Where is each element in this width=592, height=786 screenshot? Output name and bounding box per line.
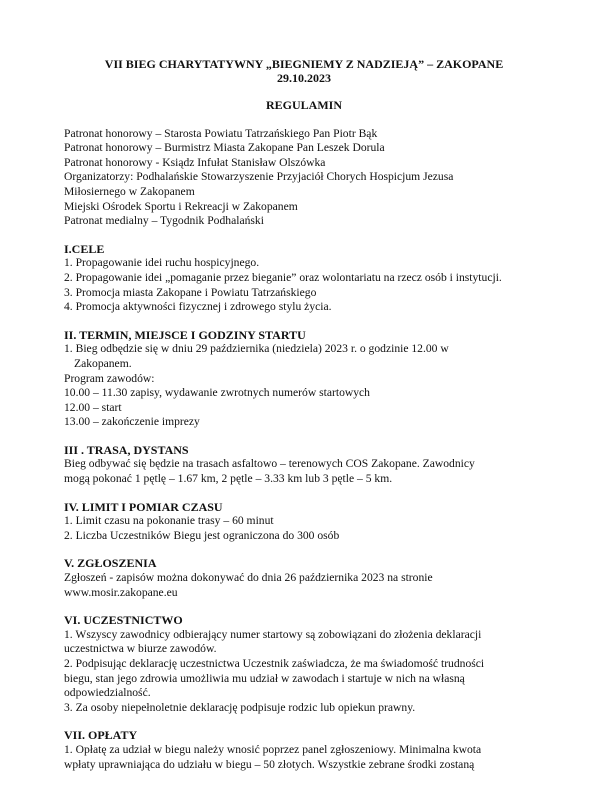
section-line: wpłaty uprawniająca do udziału w biegu – 50 złotych. Wszystkie zebrane środki zostaną xyxy=(64,757,475,771)
patron-line: Patronat honorowy – Burmistrz Miasta Zakopane Pan Leszek Dorula xyxy=(64,141,385,155)
section-line: 1. Limit czasu na pokonanie trasy – 60 minut xyxy=(64,514,274,528)
section-line: 1. Bieg odbędzie się w dniu 29 października (niedziela) 2023 r. o godzinie 12.00 w xyxy=(64,342,449,356)
section-title: I.CELE xyxy=(64,241,105,256)
section-line: Zakopanem. xyxy=(74,356,132,370)
section-line: biegu, stan jego zdrowia umożliwia mu udział w zawodach i startuje w nich na własną xyxy=(64,671,465,685)
regulamin-heading: REGULAMIN xyxy=(265,98,342,112)
section-title: IV. LIMIT I POMIAR CZASU xyxy=(64,499,223,514)
media-patron-line: Patronat medialny – Tygodnik Podhalański xyxy=(64,214,264,228)
section-line: 2. Liczba Uczestników Biegu jest ograniczona do 300 osób xyxy=(64,528,340,542)
section-trasa xyxy=(64,443,544,487)
schedule-line: 10.00 – 11.30 zapisy, wydawanie zwrotnych numerów startowych xyxy=(64,386,370,400)
section-title: III . TRASA, DYSTANS xyxy=(64,442,189,457)
section-line: 2. Propagowanie idei „pomaganie przez bieganie” oraz wolontariatu na rzecz osób i instytucji. xyxy=(64,270,502,284)
organizers-line: Miłosiernego w Zakopanem xyxy=(64,184,195,198)
section-termin xyxy=(64,328,544,430)
schedule-line: 12.00 – start xyxy=(64,400,122,414)
organizers-line: Organizatorzy: Podhalańskie Stowarzyszenie Przyjaciół Chorych Hospicjum Jezusa xyxy=(64,170,454,184)
section-line: 3. Za osoby niepełnoletnie deklarację podpisuje rodzic lub opiekun prawny. xyxy=(64,700,416,714)
section-line: 1. Wszyscy zawodnicy odbierający numer startowy są zobowiązani do złożenia deklaracji xyxy=(64,627,482,641)
section-line: 4. Promocja aktywności fizycznej i zdrowego stylu życia. xyxy=(64,300,332,314)
section-line: Bieg odbywać się będzie na trasach asfaltowo – terenowych COS Zakopane. Zawodnicy xyxy=(64,457,475,471)
section-line: 3. Promocja miasta Zakopane i Powiatu Tatrzańskiego xyxy=(64,285,317,299)
section-cele xyxy=(64,242,544,315)
section-title: VII. OPŁATY xyxy=(64,728,138,743)
section-line: uczestnictwa w biurze zawodów. xyxy=(64,642,217,656)
section-line: Zgłoszeń - zapisów można dokonywać do dnia 26 października 2023 na stronie xyxy=(64,571,433,585)
registration-url: www.mosir.zakopane.eu xyxy=(64,585,178,599)
event-title-line: VII BIEG CHARYTATYWNY „BIEGNIEMY Z NADZIEJĄ” – ZAKOPANE xyxy=(104,57,504,71)
regulation-document xyxy=(64,57,544,772)
section-line: 1. Propagowanie idei ruchu hospicyjnego. xyxy=(64,256,260,270)
patron-line: Patronat honorowy – Starosta Powiatu Tatrzańskiego Pan Piotr Bąk xyxy=(64,126,378,140)
section-title: V. ZGŁOSZENIA xyxy=(64,556,157,571)
section-limit xyxy=(64,500,544,544)
patron-line: Patronat honorowy - Ksiądz Infułat Stanisław Olszówka xyxy=(64,155,326,169)
patrons-block xyxy=(64,127,544,229)
event-title xyxy=(64,57,544,85)
section-zgloszenia xyxy=(64,556,544,600)
section-line: 2. Podpisując deklarację uczestnictwa Uczestnik zaświadcza, że ma świadomość trudności xyxy=(64,657,485,670)
section-line: Program zawodów: xyxy=(64,371,155,385)
organizers-line: Miejski Ośrodek Sportu i Rekreacji w Zakopanem xyxy=(64,199,298,213)
section-title: II. TERMIN, MIEJSCE I GODZINY STARTU xyxy=(64,327,306,342)
section-oplaty xyxy=(64,728,544,772)
event-date: 29.10.2023 xyxy=(277,71,331,85)
section-uczestnictwo xyxy=(64,613,544,715)
section-title: VI. UCZESTNICTWO xyxy=(64,613,183,628)
section-line: 1. Opłatę za udział w biegu należy wnosić poprzez panel zgłoszeniowy. Minimalna kwota xyxy=(64,742,482,756)
section-line: mogą pokonać 1 pętlę – 1.67 km, 2 pętle – 3.33 km lub 3 pętle – 5 km. xyxy=(64,472,393,486)
section-line: odpowiedzialność. xyxy=(64,686,151,700)
schedule-line: 13.00 – zakończenie imprezy xyxy=(64,415,200,429)
